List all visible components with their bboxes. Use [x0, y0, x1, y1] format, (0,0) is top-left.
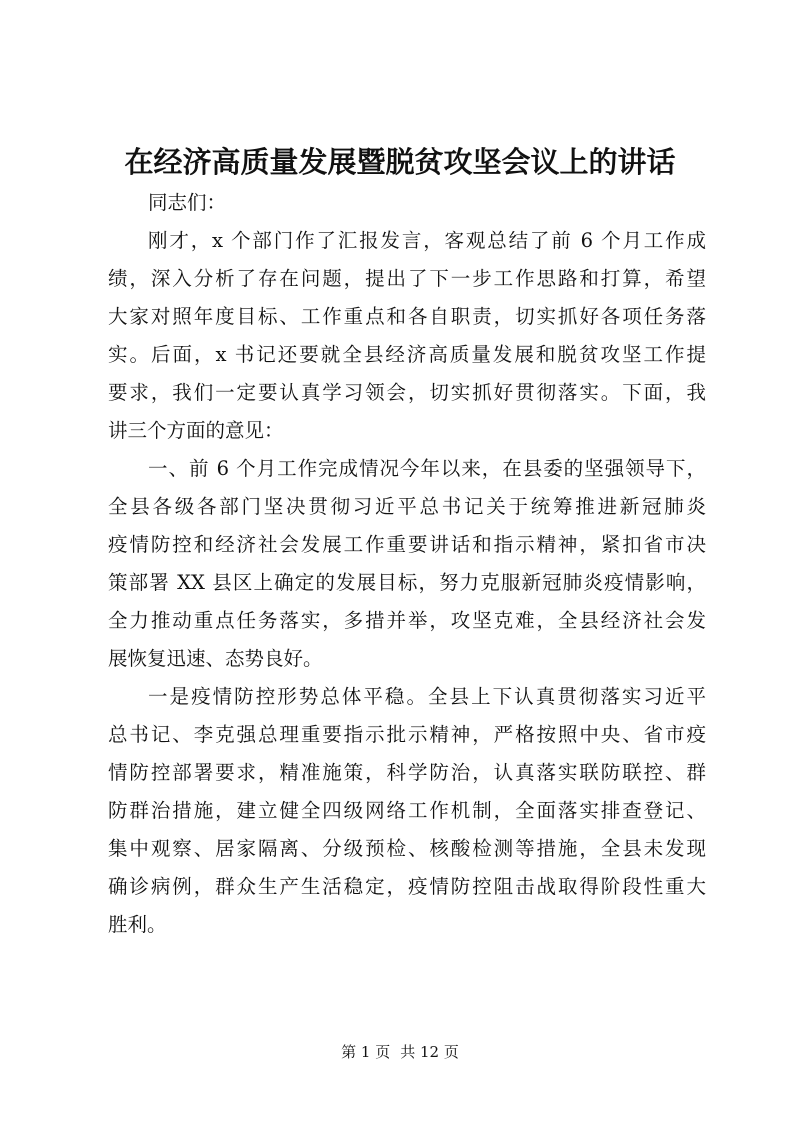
paragraph-2-line-2: 全县各级各部门坚决贯彻习近平总书记关于统筹推进新冠肺炎: [108, 495, 706, 518]
paragraph-3-line-2: 总书记、李克强总理重要指示批示精神，严格按照中央、省市疫: [108, 723, 706, 746]
page-footer: [0, 1040, 800, 1064]
page-total: 共 12 页: [400, 1043, 459, 1061]
paragraph-3-line-6: 确诊病例，群众生产生活稳定，疫情防控阻击战取得阶段性重大: [108, 875, 706, 898]
paragraph-1-line-3: 大家对照年度目标、工作重点和各自职责，切实抓好各项任务落: [108, 305, 706, 328]
document-body: [108, 184, 706, 944]
paragraph-2-line-5: 全力推动重点任务落实，多措并举，攻坚克难，全县经济社会发: [108, 609, 706, 632]
document-title: 在经济高质量发展暨脱贫攻坚会议上的讲话: [124, 145, 676, 179]
paragraph-3-line-1: 一是疫情防控形势总体平稳。全县上下认真贯彻落实习近平: [148, 685, 706, 708]
paragraph-1-line-2: 绩，深入分析了存在问题，提出了下一步工作思路和打算，希望: [108, 267, 706, 290]
paragraph-1-line-6: 讲三个方面的意见：: [108, 419, 284, 442]
paragraph-2-line-3: 疫情防控和经济社会发展工作重要讲话和指示精神，紧扣省市决: [108, 533, 706, 556]
page-number: 第 1 页: [341, 1043, 391, 1061]
paragraph-1-line-1: 刚才，x 个部门作了汇报发言，客观总结了前 6 个月工作成: [148, 229, 706, 252]
paragraph-2-line-4: 策部署 XX 县区上确定的发展目标，努力克服新冠肺炎疫情影响，: [108, 571, 706, 594]
paragraph-3-line-4: 防群治措施，建立健全四级网络工作机制，全面落实排查登记、: [108, 799, 706, 822]
paragraph-1-line-5: 要求，我们一定要认真学习领会，切实抓好贯彻落实。下面，我: [108, 381, 706, 404]
paragraph-3-line-3: 情防控部署要求，精准施策，科学防治，认真落实联防联控、群: [108, 761, 706, 784]
paragraph-3-line-7: 胜利。: [108, 913, 167, 936]
paragraph-1-line-4: 实。后面，x 书记还要就全县经济高质量发展和脱贫攻坚工作提: [108, 343, 706, 366]
paragraph-2-line-1: 一、前 6 个月工作完成情况今年以来，在县委的坚强领导下，: [148, 457, 706, 480]
paragraph-3-line-5: 集中观察、居家隔离、分级预检、核酸检测等措施，全县未发现: [108, 837, 706, 860]
salutation-line: 同志们：: [148, 191, 227, 214]
paragraph-2-line-6: 展恢复迅速、态势良好。: [108, 647, 323, 670]
